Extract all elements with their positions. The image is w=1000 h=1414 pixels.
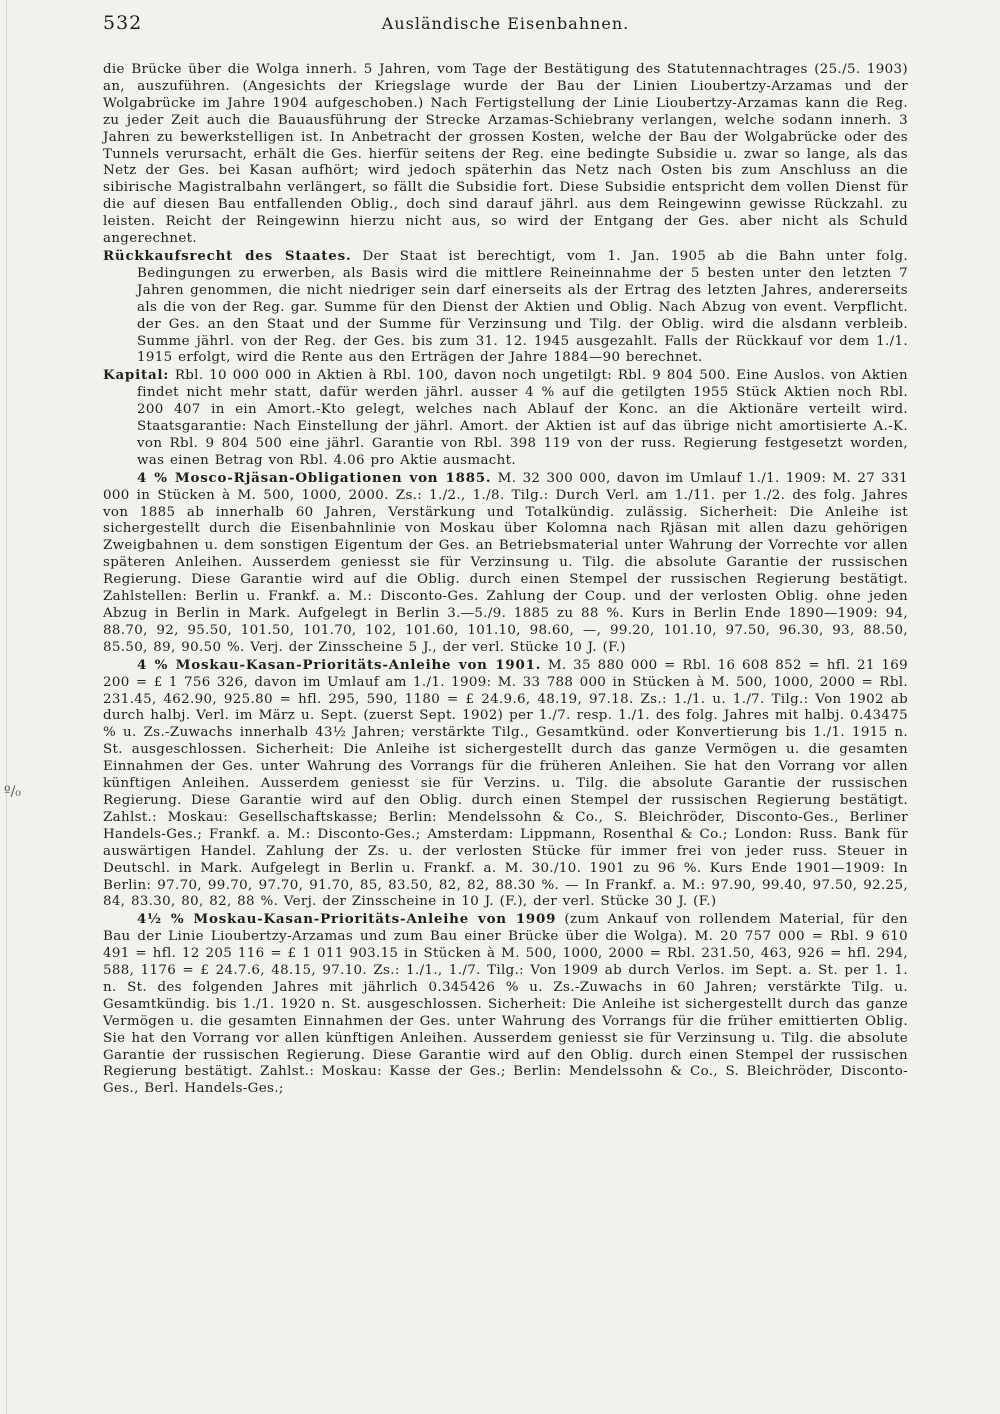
paragraph-capital bbox=[103, 367, 908, 469]
page-number: 532 bbox=[103, 12, 143, 34]
paragraph-text: Rbl. 10 000 000 in Aktien à Rbl. 100, davon noch ungetilgt: Rbl. 9 804 500. Eine Auslos. von Aktien findet nicht mehr statt, dafür werden jährl. ausser 4 % auf die getilgten 1955 Stück Aktien noch Rbl. 200 407 in ein Amort.-Kto gelegt, welches nach Ablauf der Konc. an die Aktionäre verteilt wird. Staatsgarantie: Nach Einstellung der jährl. Amort. der Aktien ist auf das übrige nicht amortisierte A.-K. von Rbl. 9 804 500 eine jährl. Garantie von Rbl. 398 119 von der russ. Regierung festgesetzt worden, was einen Betrag von Rbl. 4.06 pro Aktie ausmacht. bbox=[137, 368, 908, 468]
paragraph-text: Der Staat ist berechtigt, vom 1. Jan. 1905 ab die Bahn unter folg. Bedingungen zu erwerben, als Basis wird die mittlere Reineinnahme der 5 besten unter den letzten 7 Jahren genommen, die nicht niedriger sein darf einerseits als der Ertrag des letzten Jahres, andererseits als die von der Reg. gar. Summe für den Dienst der Aktien und Oblig. Nach Abzug von event. Verpflicht. der Ges. an den Staat und der Summe für Verzinsung und Tilg. der Oblig. wird die alsdann verbleib. Summe jährl. von der Reg. der Ges. bis zum 31. 12. 1945 ausgezahlt. Falls der Rückkauf vor dem 1./1. 1915 erfolgt, wird die Rente aus den Erträgen der Jahre 1884—90 berechnet. bbox=[137, 248, 908, 366]
binding-edge bbox=[6, 0, 7, 1414]
paragraph-text: M. 32 300 000, davon im Umlauf 1./1. 1909: M. 27 331 000 in Stücken à M. 500, 1000, 2000. Zs.: 1./2., 1./8. Tilg.: Durch Verl. am 1./11. per 1./2. des folg. Jahres von 1885 ab innerhalb 60 Jahren, Verstärkung und Totalkündig. zulässig. Sicherheit: Die Anleihe ist sichergestellt durch die Eisenbahnlinie von Moskau über Kolomna nach Rjäsan mit allen dazu gehörigen Zweigbahnen u. dem sonstigen Eigentum der Ges. an Betriebsmaterial unter Wahrung der Vorrechte vor allen späteren Anleihen. Ausserdem geniesst sie für Verzinsung u. Tilg. die absolute Garantie der russischen Regierung. Diese Garantie wird auf die Oblig. durch einen Stempel der russischen Regierung bestätigt. Zahlstellen: Berlin u. Frankf. a. M.: Disconto-Ges. Zahlung der Coup. und der verlosten Oblig. ohne jeden Abzug in Berlin in Mark. Aufgelegt in Berlin 3.—5./9. 1885 zu 88 %. Kurs in Berlin Ende 1890—1909: 94, 88.70, 92, 95.50, 101.50, 101.70, 102, 101.60, 101.10, 98.60, —, 99.20, 101.10, 97.50, 96.30, 93, 88.50, 85.50, 89, 90.50 %. Verj. der Zinsscheine 5 J., der verl. Stücke 10 J. (F.) bbox=[103, 470, 909, 655]
section-heading: 4 % Mosco-Rjäsan-Obligationen von 1885. bbox=[137, 469, 492, 486]
paragraph-text: M. 35 880 000 = Rbl. 16 608 852 = hfl. 21 169 200 = £ 1 756 326, davon im Umlauf am 1./1. 1909: M. 33 788 000 in Stücken à M. 500, 1000, 2000 = Rbl. 231.45, 462.90, 925.80 = hfl. 295, 590, 1180 = £ 24.9.6, 48.19, 97.18. Zs.: 1./1. u. 1./7. Tilg.: Von 1902 ab durch halbj. Verl. im März u. Sept. (zuerst Sept. 1902) per 1./7. resp. 1./1. des folg. Jahres mit halbj. 0.43475 % u. Zs.-Zuwachs innerhalb 43½ Jahren; verstärkte Tilg., Gesamtkünd. oder Konvertierung bis 1./1. 1915 n. St. ausgeschlossen. Sicherheit: Die Anleihe ist sichergestellt durch das ganze Vermögen u. die gesamten Einnahmen der Ges. unter Wahrung des Vorrangs für die früheren Anleihen. Sie hat den Vorrang vor allen künftigen Anleihen. Ausserdem geniesst sie für Verzins. u. Tilg. die absolute Garantie der russischen Regierung. Diese Garantie wird auf den Oblig. durch einen Stempel der russischen Regierung bestätigt. Zahlst.: Moskau: Gesellschaftskasse; Berlin: Mendelssohn & Co., S. Bleichröder, Disconto-Ges., Berliner Handels-Ges.; Frankf. a. M.: Disconto-Ges.; Amsterdam: Lippmann, Rosenthal & Co.; London: Russ. Bank für auswärtigen Handel. Zahlung der Zs. u. der verlosten Stücke für immer frei von jeder russ. Steuer in Deutschl. in Mark. Aufgelegt in Berlin u. Frankf. a. M. 30./10. 1901 zu 96 %. Kurs Ende 1901—1909: In Berlin: 97.70, 99.70, 97.70, 91.70, 85, 83.50, 82, 82, 88.30 %. — In Frankf. a. M.: 97.90, 99.40, 97.50, 92.25, 84, 83.30, 80, 82, 88 %. Verj. der Zinsscheine in 10 J. (F.), der verl. Stücke 30 J. (F.) bbox=[103, 657, 908, 910]
running-title: Ausländische Eisenbahnen. bbox=[381, 14, 630, 33]
section-heading: Rückkaufsrecht des Staates. bbox=[103, 247, 352, 264]
paragraph-moskau-kasan-1909 bbox=[103, 911, 908, 1098]
paragraph-text: (zum Ankauf von rollendem Material, für den Bau der Linie Lioubertzy-Arzamas und zum Bau einer Brücke über die Wolga). M. 20 757 000 = Rbl. 9 610 491 = hfl. 12 205 116 = £ 1 011 903.15 in Stücken à M. 500, 1000, 2000 = Rbl. 231.50, 463, 926 = hfl. 294, 588, 1176 = £ 24.7.6, 48.15, 97.10. Zs.: 1./1., 1./7. Tilg.: Von 1909 ab durch Verlos. im Sept. a. St. per 1. 1. n. St. des folgenden Jahres mit jährlich 0.345426 % u. Zs.-Zuwachs in 60 Jahren; verstärkte Tilg. u. Gesamtkündig. bis 1./1. 1920 n. St. ausgeschlossen. Sicherheit: Die Anleihe ist sichergestellt durch das ganze Vermögen u. die gesamten Einnahmen der Ges. unter Wahrung des Vorrangs für die früher emittierten Oblig. Sie hat den Vorrang vor allen künftigen Anleihen. Ausserdem geniesst sie für Verzinsung u. Tilg. die absolute Garantie der russischen Regierung. Diese Garantie wird auf den Oblig. durch einen Stempel der russischen Regierung bestätigt. Zahlst.: Moskau: Kasse der Ges.; Berlin: Mendelssohn & Co., S. Bleichröder, Disconto-Ges., Berl. Handels-Ges.; bbox=[103, 912, 908, 1097]
paragraph-text: die Brücke über die Wolga innerh. 5 Jahren, vom Tage der Bestätigung des Statutennachtrages (25./5. 1903) an, auszuführen. (Angesichts der Kriegslage wurde der Bau der Linien Lioubertzy-Arzamas und der Wolgabrücke im Jahre 1904 aufgeschoben.) Nach Fertigstellung der Linie Lioubertzy-Arzamas kann die Reg. zu jeder Zeit auch die Bauausführung der Strecke Arzamas-Schiebrany verlangen, welche sodann innerh. 3 Jahren zu bewerkstelligen ist. In Anbetracht der grossen Kosten, welche der Bau der Wolgabrücke oder des Tunnels verursacht, erhält die Ges. hierfür seitens der Reg. eine bedingte Subsidie u. zwar so lange, als das Netz der Ges. bei Kasan aufhört; wird jedoch späterhin das Netz nach Osten bis zum Anschluss an die sibirische Magistralbahn verlängert, so fällt die Subsidie fort. Diese Subsidie entspricht dem vollen Dienst für die auf diesen Bau entfallenden Oblig., doch sind darauf jährl. aus dem Reingewinn gewisse Rückzahl. zu leisten. Reicht der Reingewinn hierzu nicht aus, so wird der Entgang der Ges. aber nicht als Schuld angerechnet. bbox=[103, 62, 908, 247]
paragraph-bridge-construction bbox=[103, 62, 908, 248]
margin-mark: º/₀ bbox=[4, 784, 21, 800]
section-heading: 4 % Moskau-Kasan-Prioritäts-Anleihe von 1901. bbox=[137, 656, 542, 673]
section-heading: 4½ % Moskau-Kasan-Prioritäts-Anleihe von 1909 bbox=[137, 911, 557, 928]
page-header bbox=[103, 12, 908, 42]
paragraph-moskau-kasan-1901 bbox=[103, 657, 908, 912]
section-heading: Kapital: bbox=[103, 367, 170, 384]
paragraph-mosco-rjasan-bonds bbox=[103, 470, 908, 657]
paragraph-buyback-right bbox=[103, 248, 908, 367]
page-body bbox=[103, 62, 908, 1098]
